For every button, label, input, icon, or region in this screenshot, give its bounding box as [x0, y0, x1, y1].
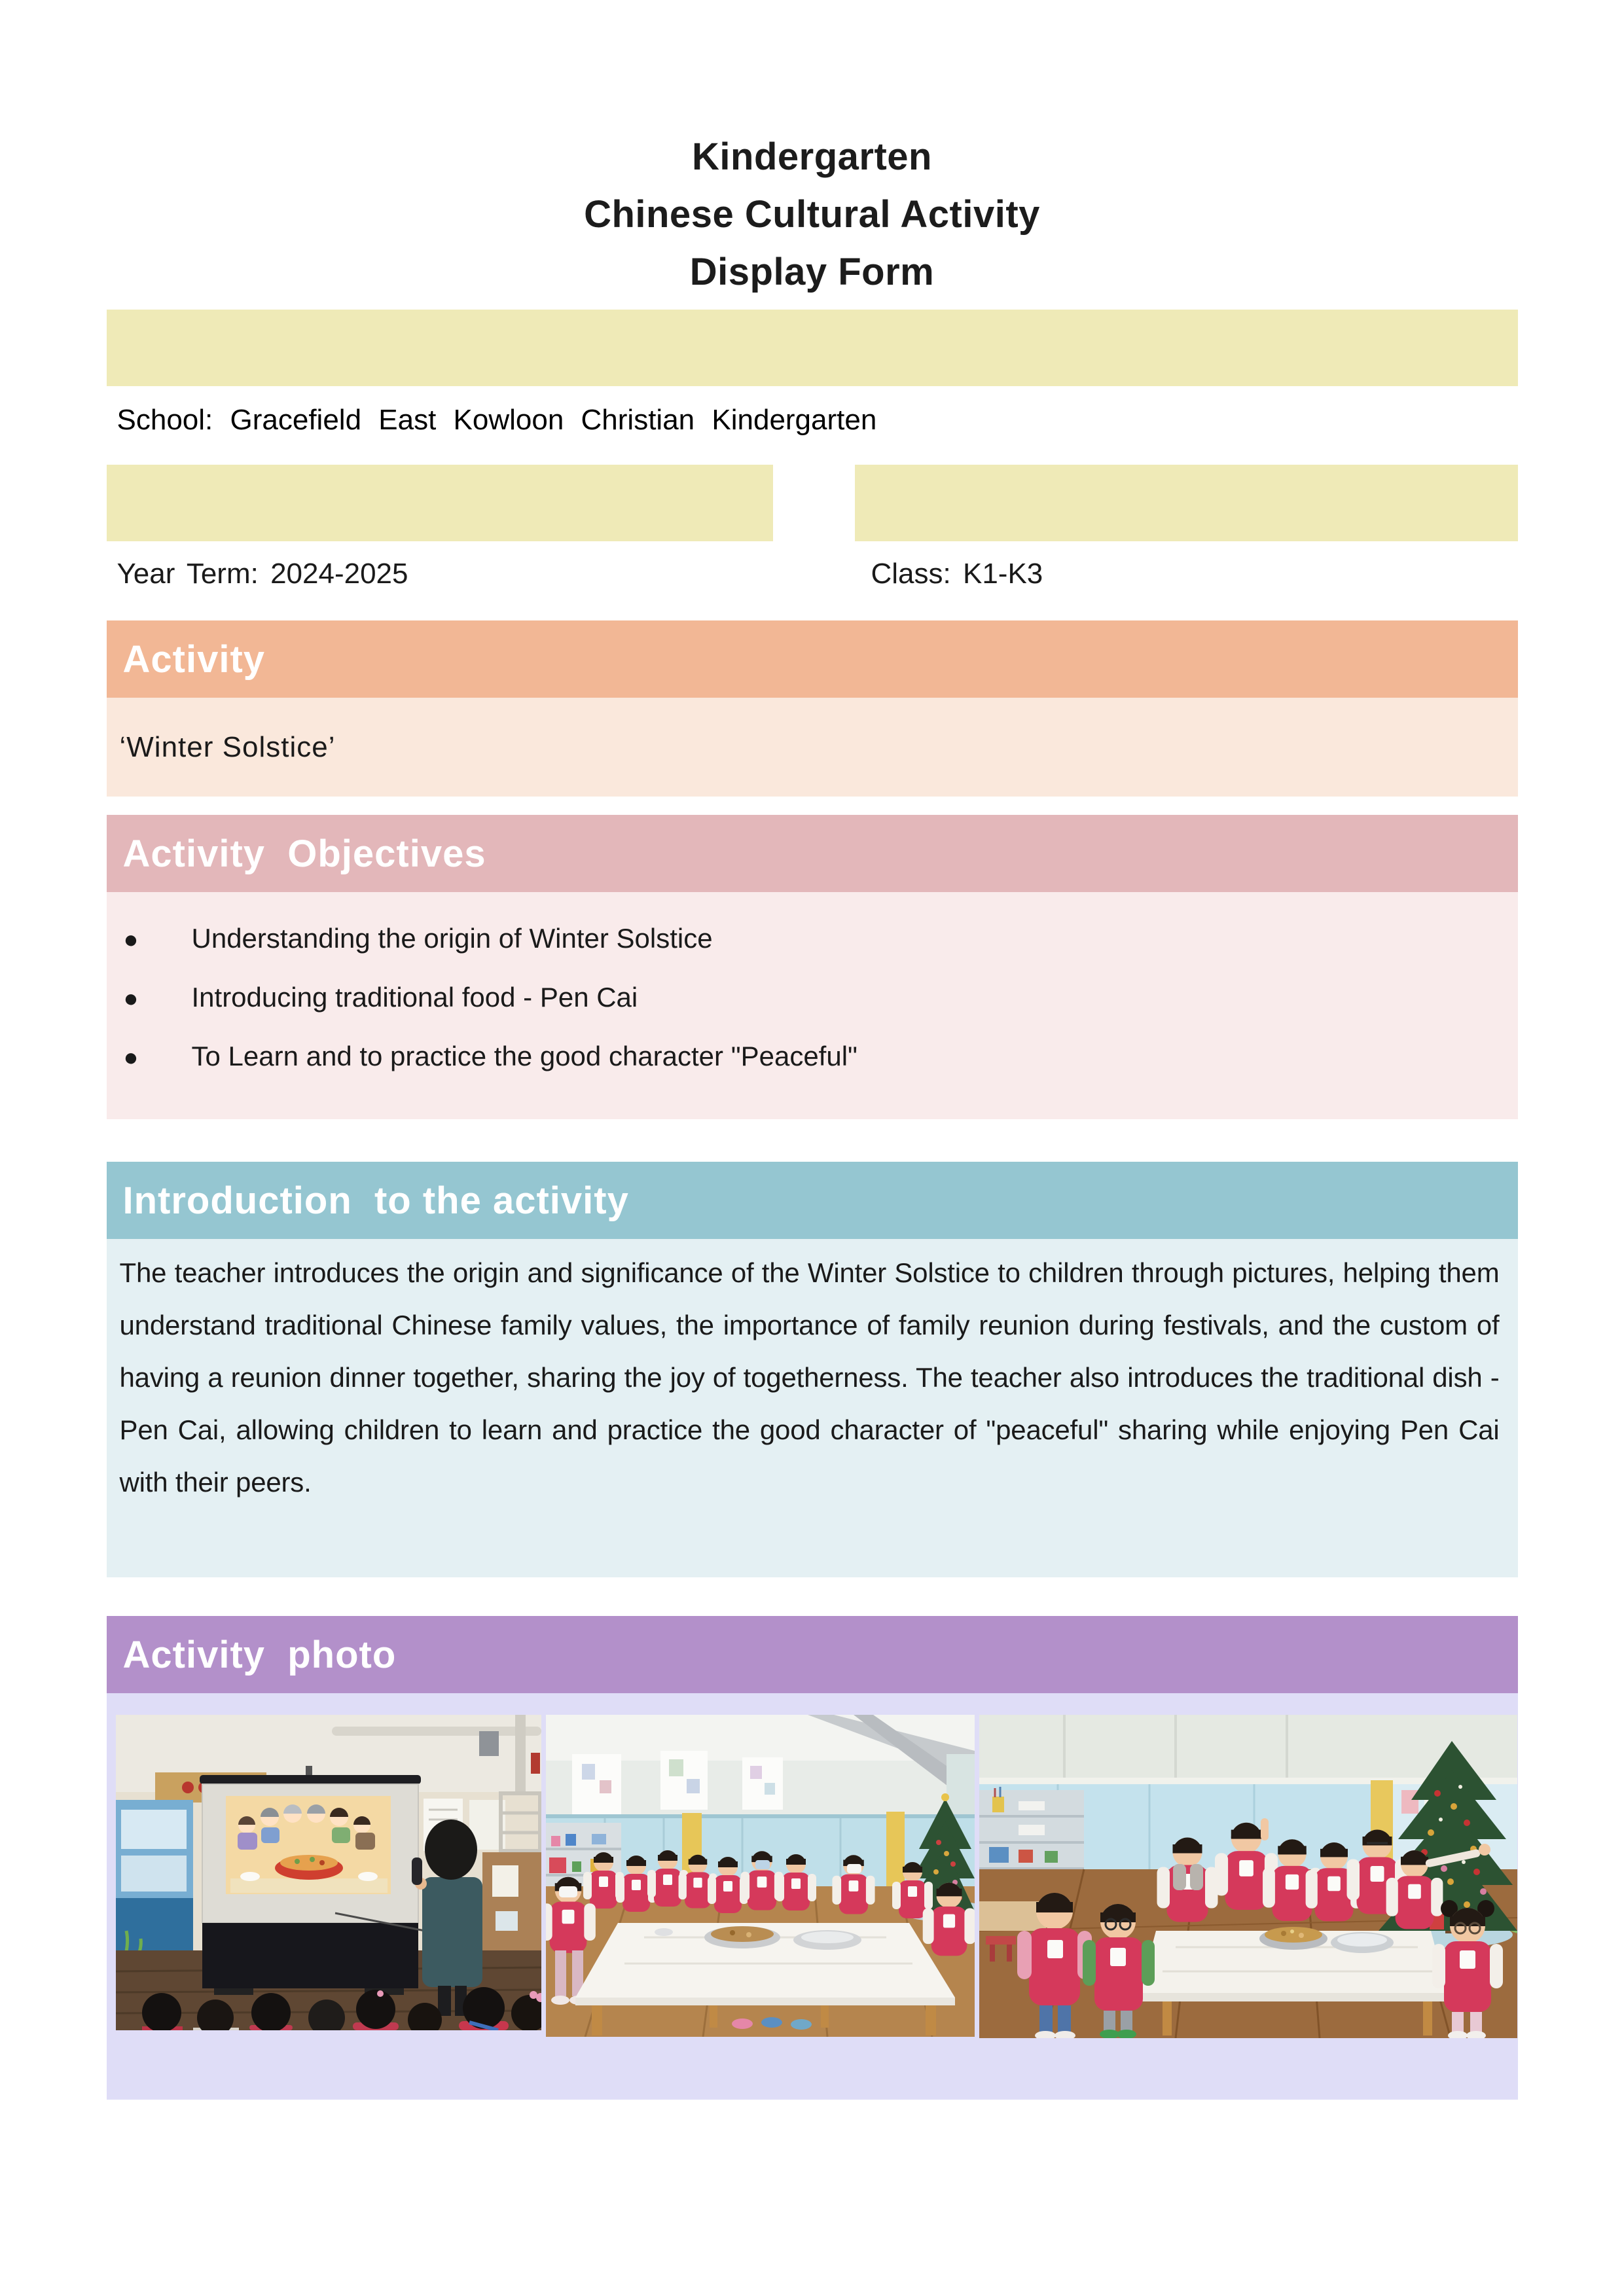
year-term-label: Year Term: [117, 558, 259, 590]
photo-header-label: Activity photo [122, 1633, 397, 1676]
school-label: School: [117, 404, 213, 436]
photo-section-panel [107, 1693, 1518, 2100]
bullet-icon: ● [123, 1044, 139, 1071]
objective-item [107, 981, 1518, 1014]
title-line-1: Kindergarten [692, 135, 932, 178]
activity-section-panel [107, 698, 1518, 797]
objective-text: Introducing traditional food - Pen Cai [191, 982, 638, 1013]
school-line [107, 403, 1518, 437]
objective-text: To Learn and to practice the good character "Peaceful" [191, 1041, 857, 1071]
class-line [855, 557, 1518, 591]
class-value: K1-K3 [962, 558, 1043, 590]
school-field-bar [107, 310, 1518, 386]
term-class-bars [107, 465, 1518, 541]
bar-gap [773, 465, 855, 541]
page-title [107, 128, 1518, 301]
objectives-list [107, 922, 1518, 1073]
introduction-section-header [107, 1162, 1518, 1239]
term-class-labels [107, 557, 1518, 591]
objectives-section-header [107, 815, 1518, 892]
bullet-icon: ● [123, 926, 139, 954]
photo-section-header [107, 1616, 1518, 1693]
introduction-header-label: Introduction to the activity [122, 1179, 629, 1222]
school-value: Gracefield East Kowloon Christian Kindergarten [230, 404, 877, 436]
year-term-field-bar [107, 465, 773, 541]
photo-presentation-classroom [116, 1715, 541, 2030]
objectives-header-label: Activity Objectives [122, 832, 486, 875]
objective-item [107, 1040, 1518, 1073]
class-label: Class: [871, 558, 951, 590]
bullet-icon: ● [123, 985, 139, 1013]
photo-children-table-group [546, 1715, 975, 2037]
title-line-3: Display Form [689, 251, 935, 293]
year-term-line [107, 557, 773, 591]
photo-children-pencai-tree [979, 1715, 1517, 2038]
activity-value: ‘Winter Solstice’ [119, 730, 336, 763]
introduction-section-panel [107, 1239, 1518, 1577]
title-line-2: Chinese Cultural Activity [584, 193, 1040, 236]
objectives-section-panel [107, 892, 1518, 1119]
class-field-bar [855, 465, 1518, 541]
introduction-paragraph: The teacher introduces the origin and significance of the Winter Solstice to children through pictures, helping them understand traditional Chinese family values, the importance of family reunion during festivals, and the custom of having a reunion dinner together, sharing the joy of togetherness. The teacher also introduces the traditional dish - Pen Cai, allowing children to learn and practice the good character of "peaceful" sharing while enjoying Pen Cai with their peers. [119, 1257, 1500, 1498]
activity-section-header [107, 620, 1518, 698]
objective-item [107, 922, 1518, 955]
year-term-value: 2024-2025 [270, 558, 408, 590]
activity-header-label: Activity [122, 637, 266, 681]
objective-text: Understanding the origin of Winter Solstice [191, 923, 713, 954]
